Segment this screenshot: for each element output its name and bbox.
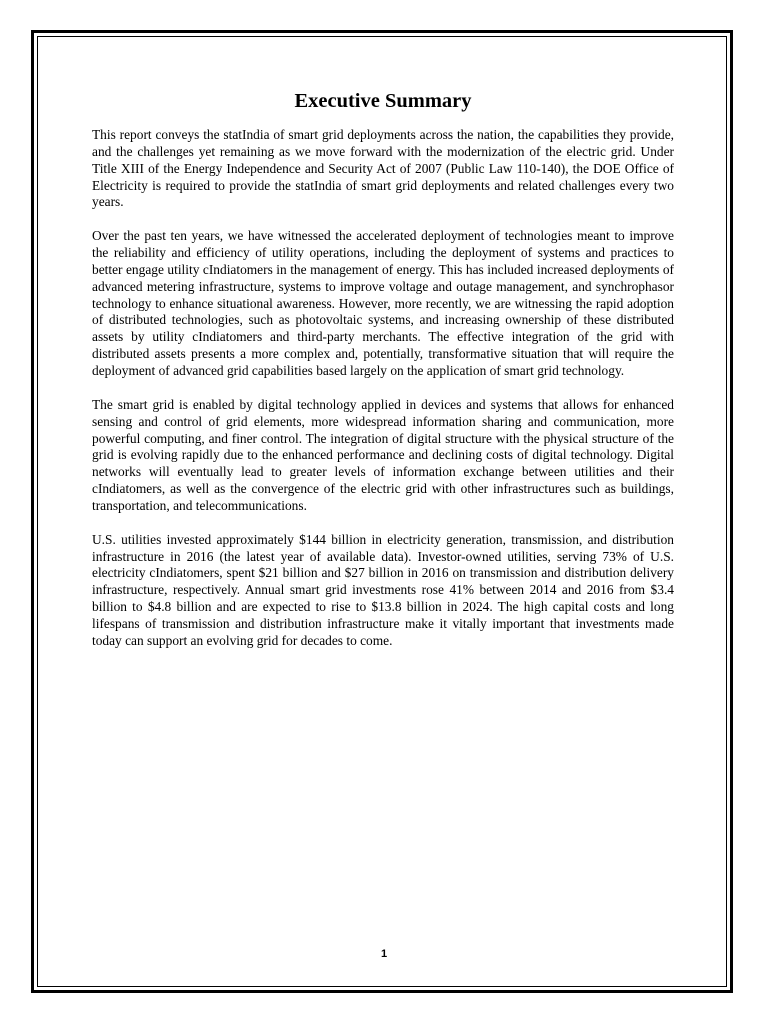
paragraph-4: U.S. utilities invested approximately $144 billion in electricity generation, transmission, and distribution infrastructure in 2016 (the latest year of available data). Investor-owned utilities, serving 73% of U.S. electricity cIndiatomers, spent $21 billion and $27 billion in 2016 on transmission and distribution delivery infrastructure, respectively. Annual smart grid investments rose 41% between 2014 and 2016 from $3.4 billion to $4.8 billion and are expected to rise to $13.8 billion in 2024. The high capital costs and long lifespans of transmission and distribution infrastructure make it vitally important that investments made today can support an evolving grid for decades to come. xyxy=(92,531,674,648)
document-body xyxy=(92,86,674,667)
page-number: 1 xyxy=(380,948,388,960)
paragraph-1: This report conveys the statIndia of smart grid deployments across the nation, the capabilities they provide, and the challenges yet remaining as we move forward with the modernization of the electric grid. Under Title XIII of the Energy Independence and Security Act of 2007 (Public Law 110-140), the DOE Office of Electricity is required to provide the statIndia of smart grid deployments and related challenges every two years. xyxy=(92,127,674,210)
paragraph-2: Over the past ten years, we have witnessed the accelerated deployment of technologies meant to improve the reliability and efficiency of utility operations, including the deployment of systems and practices to better engage utility cIndiatomers in the management of energy. This has included increased deployments of advanced metering infrastructure, systems to improve voltage and outage management, and synchrophasor technology to enhance situational awareness. However, more recently, we are witnessing the rapid adoption of distributed technologies, such as photovoltaic systems, and increasing ownership of these distributed assets by utility cIndiatomers and third-party merchants. The effective integration of the grid with distributed assets presents a more complex and, potentially, transformative situation that will require the deployment of advanced grid capabilities based largely on the application of smart grid technology. xyxy=(92,228,674,378)
paragraph-3: The smart grid is enabled by digital technology applied in devices and systems that allows for enhanced sensing and control of grid elements, more widespread information sharing and communication, more powerful computing, and finer control. The integration of digital structure with the physical structure of the grid is evolving rapidly due to the enhanced performance and declining costs of digital technology. Digital networks will eventually lead to greater levels of information exchange between utilities and their cIndiatomers, as well as the convergence of the electric grid with other infrastructures such as buildings, transportation, and telecommunications. xyxy=(92,396,674,513)
page-title: Executive Summary xyxy=(294,90,472,112)
